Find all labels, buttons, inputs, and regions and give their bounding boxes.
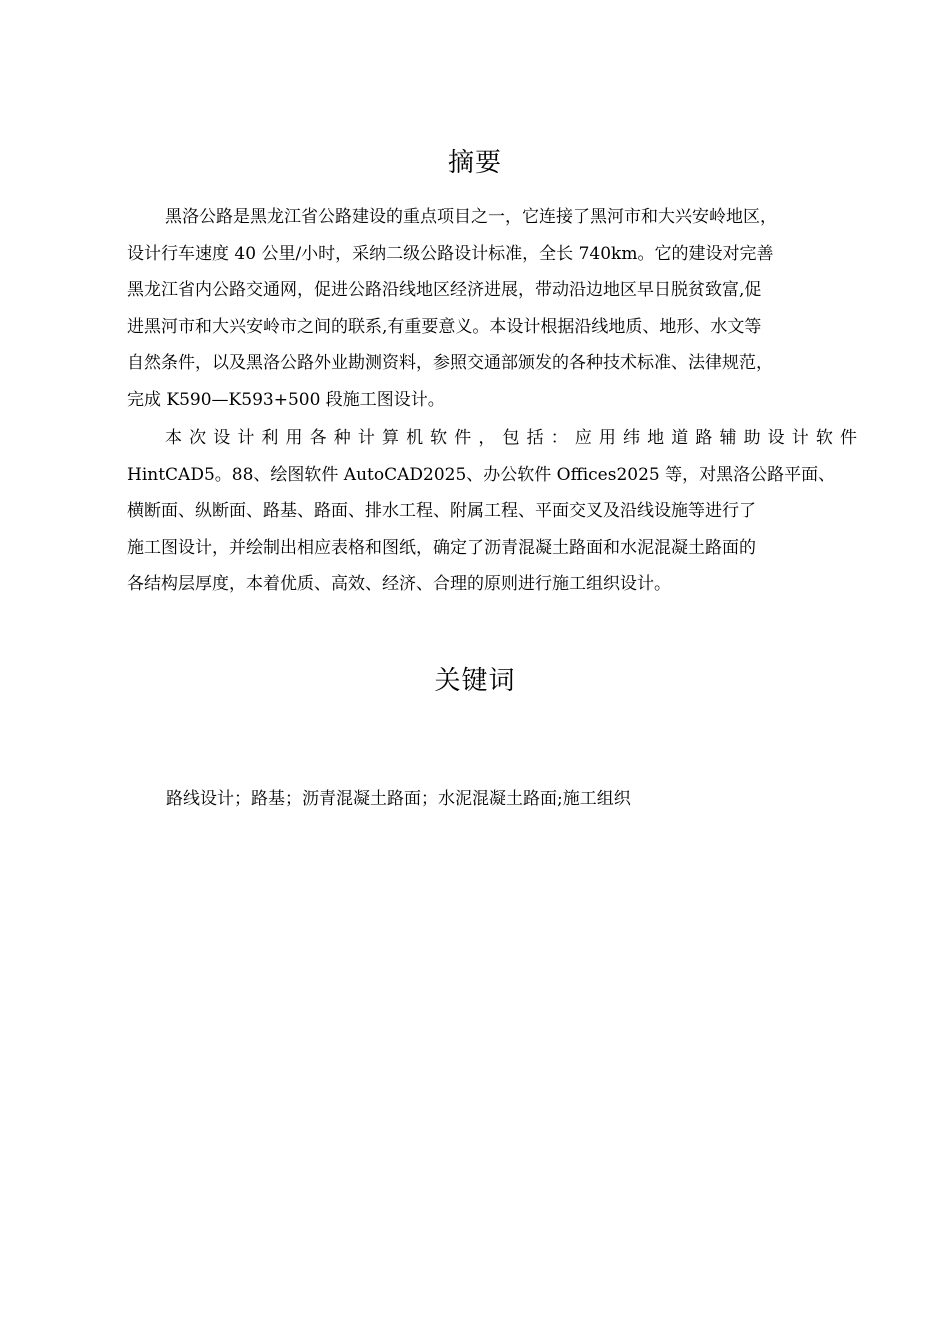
abstract-p2-line: 各结构层厚度，本着优质、高效、经济、合理的原则进行施工组织设计。 [127,574,671,594]
abstract-p2-line: HintCAD5。88、绘图软件 AutoCAD2025、办公软件 Offices2025 等，对黑洛公路平面、 [127,464,836,485]
abstract-p2-line: 本次设计利用各种计算机软件，包括：应用纬地道路辅助设计软件 [165,428,857,448]
abstract-heading: 摘要 [447,148,502,178]
keywords-heading: 关键词 [434,666,516,696]
abstract-p1-line: 设计行车速度 40 公里/小时，采纳二级公路设计标准，全长 740km。它的建设对完善 [127,243,774,264]
abstract-p1-line: 进黑河市和大兴安岭市之间的联系,有重要意义。本设计根据沿线地质、地形、水文等 [127,316,762,337]
abstract-p2-line: 施工图设计，并绘制出相应表格和图纸，确定了沥青混凝土路面和水泥混凝土路面的 [127,537,756,558]
abstract-p1-line: 自然条件，以及黑洛公路外业勘测资料，参照交通部颁发的各种技术标准、法律规范， [127,353,773,373]
abstract-paragraph-1 [127,199,857,418]
abstract-paragraph-2 [127,420,857,603]
keywords-text: 路线设计；路基；沥青混凝土路面；水泥混凝土路面;施工组织 [166,789,631,809]
abstract-p1-line: 黑洛公路是黑龙江省公路建设的重点项目之一，它连接了黑河市和大兴安岭地区， [165,207,777,227]
abstract-p1-line: 黑龙江省内公路交通网，促进公路沿线地区经济进展，带动沿边地区早日脱贫致富,促 [127,280,762,300]
abstract-p2-line: 横断面、纵断面、路基、路面、排水工程、附属工程、平面交叉及沿线设施等进行了 [127,501,756,521]
abstract-p1-line: 完成 K590—K593+500 段施工图设计。 [127,389,445,410]
